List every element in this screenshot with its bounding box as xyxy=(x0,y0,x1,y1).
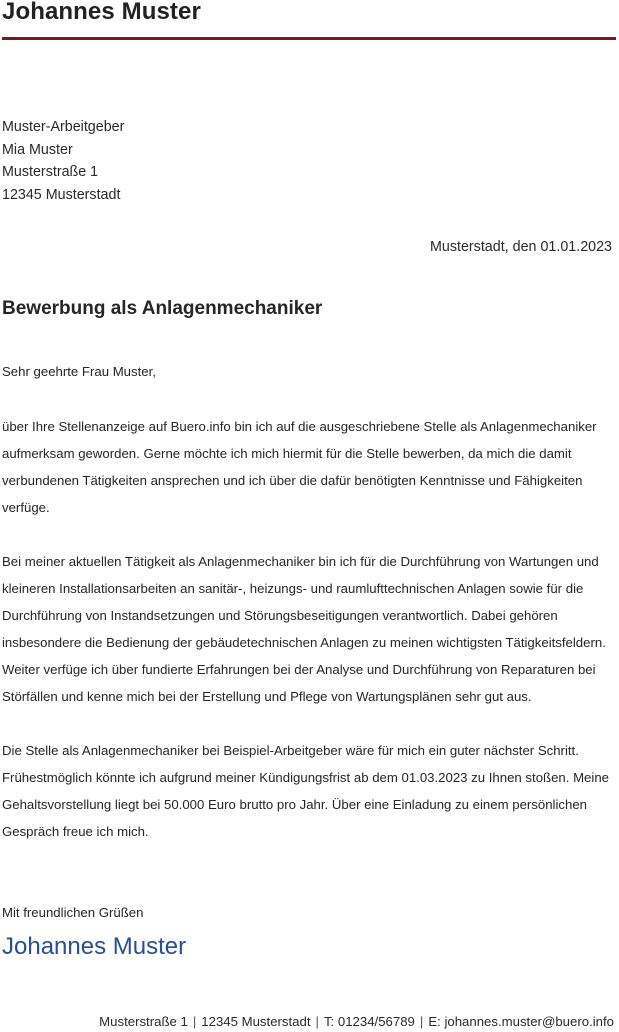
footer-email: E: johannes.muster@buero.info xyxy=(428,1014,614,1029)
recipient-address xyxy=(2,116,124,207)
body-paragraph: über Ihre Stellenanzeige auf Buero.info bin ich auf die ausgeschriebene Stelle als Anlagenmechaniker aufmerksam geworden. Gerne möchte ich mich hiermit für die Stelle bewerben, da mich die damit verbundenen Tätigkeiten ansprechen und ich über die dafür benötigten Kenntnisse und Fähigkeiten verfüge. xyxy=(2,419,597,515)
body-paragraph: Die Stelle als Anlagenmechaniker bei Beispiel-Arbeitgeber wäre für mich ein guter nächster Schritt. Frühestmöglich könnte ich aufgrund meiner Kündigungsfrist ab dem 01.03.2023 zu Ihnen stoßen. Meine Gehaltsvorstellung liegt bei 50.000 Euro brutto pro Jahr. Über eine Einladung zu einem persönlichen Gespräch freue ich mich. xyxy=(2,743,609,839)
date-line: Musterstadt, den 01.01.2023 xyxy=(429,239,612,255)
footer-street: Musterstraße 1 xyxy=(99,1014,188,1029)
footer-separator: | xyxy=(419,1014,424,1029)
recipient-company: Muster-Arbeitgeber xyxy=(2,119,125,135)
salutation: Sehr geehrte Frau Muster, xyxy=(2,364,156,379)
body-paragraph: Bei meiner aktuellen Tätigkeit als Anlagenmechaniker bin ich für die Durchführung von Wartungen und kleineren Installationsarbeiten an sanitär-, heizungs- und raumlufttechnischen Anlagen sowie für die Durchführung von Instandsetzungen und Störungsbeseitigungen verantwortlich. Dabei gehören insbesondere die Bedienung der gebäudetechnischen Anlagen zu meinen wichtigsten Tätigkeitsfeldern. Weiter verfüge ich über fundierte Erfahrungen bei der Analyse und Durchführung von Reparaturen bei Störfällen und kenne mich bei der Erstellung und Pflege von Wartungsplänen sehr gut aus. xyxy=(2,554,606,704)
header-divider xyxy=(2,37,616,40)
footer-separator: | xyxy=(192,1014,197,1029)
letter-body xyxy=(2,413,614,872)
closing-phrase: Mit freundlichen Grüßen xyxy=(2,905,144,920)
recipient-street: Musterstraße 1 xyxy=(2,164,99,181)
signature: Johannes Muster xyxy=(2,933,187,960)
recipient-contact: Mia Muster xyxy=(2,141,73,158)
recipient-city: 12345 Musterstadt xyxy=(2,187,121,204)
footer-city: 12345 Musterstadt xyxy=(201,1014,311,1029)
footer-separator: | xyxy=(315,1014,319,1029)
sender-name-heading: Johannes Muster xyxy=(2,0,201,25)
footer-contact xyxy=(0,1012,614,1032)
subject-line: Bewerbung als Anlagenmechaniker xyxy=(2,298,323,319)
footer-phone: T: 01234/56789 xyxy=(323,1014,415,1029)
